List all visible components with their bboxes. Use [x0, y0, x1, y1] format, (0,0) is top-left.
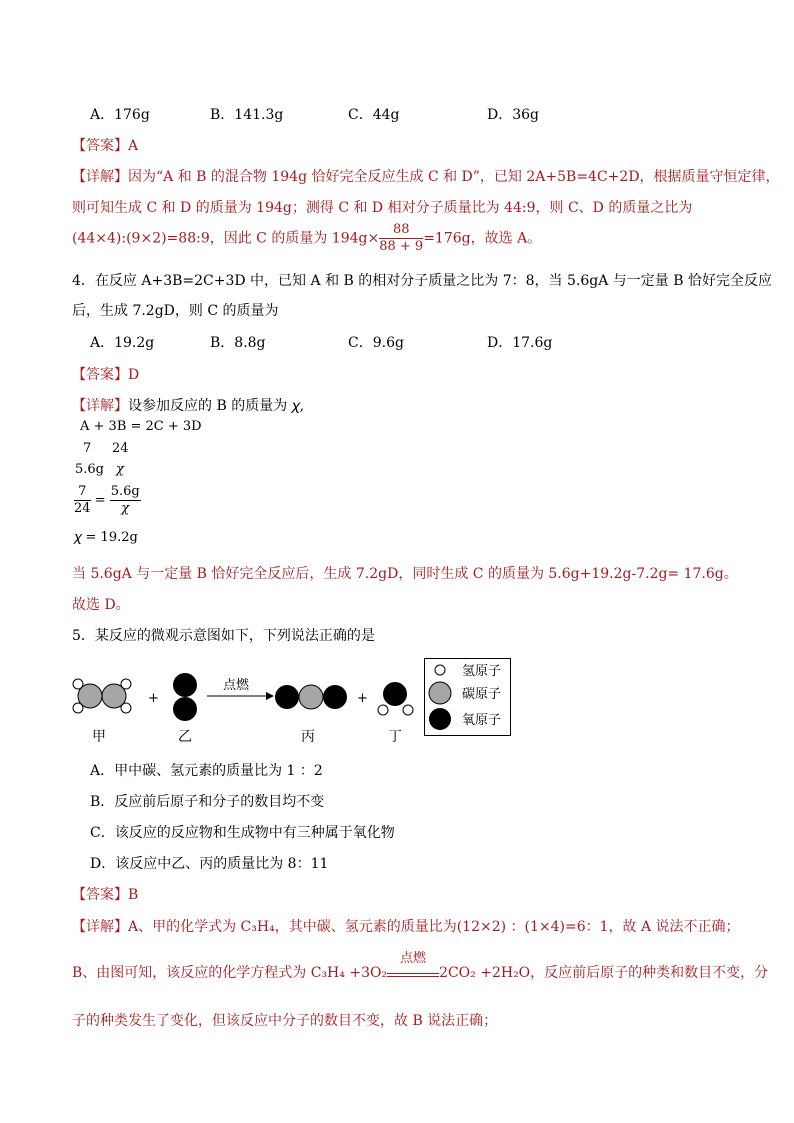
q3-detail-line2: 则可知生成 C 和 D 的质量为 194g；测得 C 和 D 相对分子质量比为 44:9，则 C、D 的质量之比为 — [72, 200, 693, 216]
label-ding: 丁 — [388, 729, 402, 745]
q5-detail-line2: B、由图可知，该反应的化学方程式为 C₃H₄ +3O₂ 点燃 2CO₂ +2H₂O，反应前后原子的种类和数目不变，分 — [72, 951, 769, 981]
q4-choose: 故选 D。 — [72, 597, 130, 613]
q5-option-c: C．该反应的反应物和生成物中有三种属于氧化物 — [90, 825, 395, 841]
q4-option-c: C．9.6g — [348, 335, 404, 351]
q4-eq-a-mass: 5.6g — [75, 462, 104, 477]
molecule-bing — [275, 685, 347, 709]
arrow-head — [266, 692, 274, 700]
q4-eq-x: 𝜒 — [116, 462, 124, 477]
q4-conclusion: 当 5.6gA 与一定量 B 恰好完全反应后，生成 7.2gD，同时生成 C 的质量为 5.6g+19.2g-7.2g= 17.6g。 — [72, 566, 738, 582]
mass-fraction: $\frac{88}{88 + 9}$ — [379, 222, 424, 254]
q3-detail-line1: 【详解】因为“A 和 B 的混合物 194g 恰好完全反应生成 C 和 D”，已知 2A+5B=4C+2D，根据质量守恒定律， — [72, 169, 780, 185]
reaction-condition: 点燃 — [387, 965, 439, 977]
q4-result: 𝜒 = 19.2g — [74, 530, 138, 545]
q3-option-b: B．141.3g — [210, 107, 284, 123]
q4-option-a: A．19.2g — [90, 335, 155, 351]
q4-option-b: B．8.8g — [210, 335, 266, 351]
q5-option-d: D．该反应中乙、丙的质量比为 8：11 — [90, 856, 329, 872]
q5-option-a: A．甲中碳、氢元素的质量比为 1 ：2 — [90, 763, 323, 779]
molecule-ding — [378, 682, 413, 715]
q5-answer: 【答案】B — [72, 887, 139, 903]
q3-option-c: C．44g — [348, 107, 400, 123]
reaction-diagram — [60, 655, 420, 754]
q4-eq-a-coef: 7 — [83, 441, 92, 456]
oxygen-atom-icon — [429, 708, 451, 730]
plus-2: + — [357, 691, 368, 706]
q3-option-d: D．36g — [487, 107, 540, 123]
q4-ratio: $\frac{7}{24}$ = $\frac{5.6g}{\text{𝜒}}$ — [74, 484, 140, 516]
q5-detail-line3: 子的种类发生了变化，但该反应中分子的数目不变，故 B 说法正确； — [72, 1013, 498, 1029]
carbon-atom-icon — [429, 682, 451, 704]
q3-detail-line3: (44×4):(9×2)=88:9，因此 C 的质量为 194g× $\frac{88}{88 + 9}$ =176g，故选 A。 — [72, 222, 542, 254]
diagram-legend — [424, 658, 511, 736]
plus-1: + — [148, 691, 159, 706]
label-bing: 丙 — [301, 729, 315, 745]
q3-answer — [72, 135, 138, 155]
q4-stem-line1: 4．在反应 A+3B=2C+3D 中，已知 A 和 B 的相对分子质量之比为 7：8，当 5.6gA 与一定量 B 恰好完全反应 — [72, 273, 772, 289]
detail-label: 【详解】 — [72, 169, 128, 185]
molecule-jia — [73, 679, 131, 713]
legend-carbon: 碳原子 — [462, 687, 502, 702]
legend-oxygen: 氧原子 — [462, 713, 502, 728]
label-jia: 甲 — [92, 729, 106, 745]
molecule-yi — [173, 673, 197, 721]
q4-detail-line1: 【详解】设参加反应的 B 的质量为 𝜒, — [72, 398, 305, 414]
q4-option-d: D．17.6g — [487, 335, 553, 351]
label-yi: 乙 — [178, 729, 192, 745]
q4-answer: 【答案】D — [72, 367, 140, 383]
hydrogen-atom-icon — [435, 665, 445, 675]
q5-stem: 5．某反应的微观示意图如下，下列说法正确的是 — [72, 628, 375, 644]
q3-option-a: A．176g — [90, 107, 150, 123]
q4-equation: A + 3B = 2C + 3D — [80, 419, 202, 434]
answer-label: 【答案】 — [72, 138, 128, 154]
answer-value: A — [128, 138, 139, 154]
q4-stem-line2: 后，生成 7.2gD，则 C 的质量为 — [72, 303, 279, 319]
q5-detail-line1: 【详解】A、甲的化学式为 C₃H₄，其中碳、氢元素的质量比为(12×2) ：(1×4)=6：1，故 A 说法不正确； — [72, 919, 740, 935]
arrow-condition: 点燃 — [223, 678, 250, 693]
q5-option-b: B．反应前后原子和分子的数目均不变 — [90, 794, 325, 810]
q4-eq-b-coef: 24 — [112, 441, 129, 456]
legend-hydrogen: 氢原子 — [462, 664, 502, 679]
